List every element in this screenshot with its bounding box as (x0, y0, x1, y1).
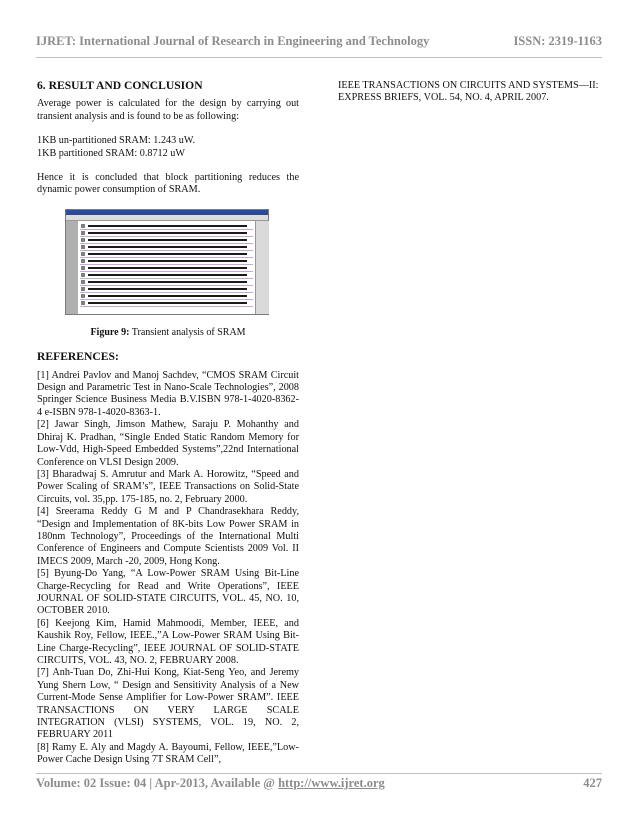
waveform-row (80, 300, 253, 307)
journal-link[interactable]: http://www.ijret.org (278, 776, 385, 790)
section-title: 6. RESULT AND CONCLUSION (37, 79, 203, 92)
result-partitioned: 1KB partitioned SRAM: 0.8712 uW (37, 147, 185, 159)
waveform-row (80, 258, 253, 265)
reference-item: [2] Jawar Singh, Jimson Mathew, Saraju P. Mohanthy and Dhiraj K. Pradhan, “Single Ended Static Random Memory for Low-Vdd, High-Speed Embedded Systems”,22nd International Conference on VLSI Design 2009. (37, 419, 299, 468)
result-unpartitioned: 1KB un-partitioned SRAM: 1.243 uW. (37, 135, 196, 147)
waveform-row (80, 272, 253, 279)
page-footer (36, 776, 602, 791)
reference-item: [5] Byung-Do Yang, “A Low-Power SRAM Using Bit-Line Charge-Recycling for Read and Write Operations”, IEEE JOURNAL OF SOLID-STATE CIRCUITS, VOL. 45, NO. 10, OCTOBER 2010. (37, 568, 299, 617)
reference-item: [8] Ramy E. Aly and Magdy A. Bayoumi, Fellow, IEEE,”Low-Power Cache Design Using 7T SRAM Cell”, (37, 741, 299, 766)
footer-volume (36, 776, 385, 791)
figure-caption-text: Transient analysis of SRAM (131, 326, 246, 338)
reference-item: [3] Bharadwaj S. Amrutur and Mark A. Horowitz, “Speed and Power Scaling of SRAM’s”, IEEE Transactions on Solid-State Circuits, vol. 35,pp. 175-185, no. 2, February 2000. (37, 468, 299, 505)
figure-side-panel (255, 221, 269, 314)
left-column (37, 80, 299, 767)
waveform-row (80, 286, 253, 293)
page-header (36, 34, 602, 49)
page-number: 427 (583, 776, 602, 790)
waveform-row (80, 251, 253, 258)
figure-caption (37, 327, 299, 339)
waveform-row (80, 223, 253, 230)
waveform-row (80, 237, 253, 244)
reference-item: [4] Sreerama Reddy G M and P Chandrasekhara Reddy, “Design and Implementation of 8K-bits Low Power SRAM in 180nm Technology”, Proceedings of the International Multi Conference of Engineers and Compute Scientists 2009 Vol. II IMECS 2009, March -20, 2009, Hong Kong. (37, 506, 299, 567)
waveform-row (80, 293, 253, 300)
waveform-row (80, 230, 253, 237)
reference-item: [7] Anh-Tuan Do, Zhi-Hui Kong, Kiat-Seng Yeo, and Jeremy Yung Shern Low, “ Design and Sensitivity Analysis of a New Current-Mode Sense Amplifier for Low-Power SRAM”. IEEE TRANSACTIONS ON VERY LARGE SCALE INTEGRATION (VLSI) SYSTEMS, VOL. 19, NO. 2, FEBRUARY 2011 (37, 667, 299, 741)
figure-signal-names (66, 221, 78, 314)
footer-volume-text: Volume: 02 Issue: 04 | Apr-2013, Available @ (36, 776, 275, 790)
waveform-row (80, 244, 253, 251)
header-divider (36, 57, 602, 58)
reference-list (37, 370, 299, 767)
journal-title: IJRET: International Journal of Research in Engineering and Technology (36, 34, 430, 48)
waveform-row (80, 279, 253, 286)
result-paragraph: Average power is calculated for the design by carrying out transient analysis and is found to be as following: (37, 98, 299, 122)
conclusion-paragraph: Hence it is concluded that block partitioning reduces the dynamic power consumption of SRAM. (37, 172, 299, 196)
transient-analysis-screenshot (65, 209, 269, 315)
issn: ISSN: 2319-1163 (513, 34, 602, 48)
references-title: REFERENCES: (37, 350, 119, 364)
reference-continuation: IEEE TRANSACTIONS ON CIRCUITS AND SYSTEMS—II: EXPRESS BRIEFS, VOL. 54, NO. 4, APRIL 2007. (338, 80, 599, 104)
waveform-plot (78, 221, 255, 314)
waveform-row (80, 265, 253, 272)
result-values (37, 135, 299, 160)
figure-label: Figure 9: (90, 326, 130, 338)
reference-item: [1] Andrei Pavlov and Manoj Sachdev, “CMOS SRAM Circuit Design and Parametric Test in Nano-Scale Technologies”, 2008 Springer Science Business Media B.V.ISBN 978-1-4020-8362-4 e-ISBN 978-1-4020-8363-1. (37, 369, 299, 418)
reference-item: [6] Keejong Kim, Hamid Mahmoodi, Member, IEEE, and Kaushik Roy, Fellow, IEEE.,”A Low-Power SRAM Using Bit-Line Charge-Recycling”, IEEE JOURNAL OF SOLID-STATE CIRCUITS, VOL. 43, NO. 2, FEBRUARY 2008. (37, 617, 299, 666)
footer-divider (36, 773, 602, 774)
right-column (338, 80, 601, 105)
